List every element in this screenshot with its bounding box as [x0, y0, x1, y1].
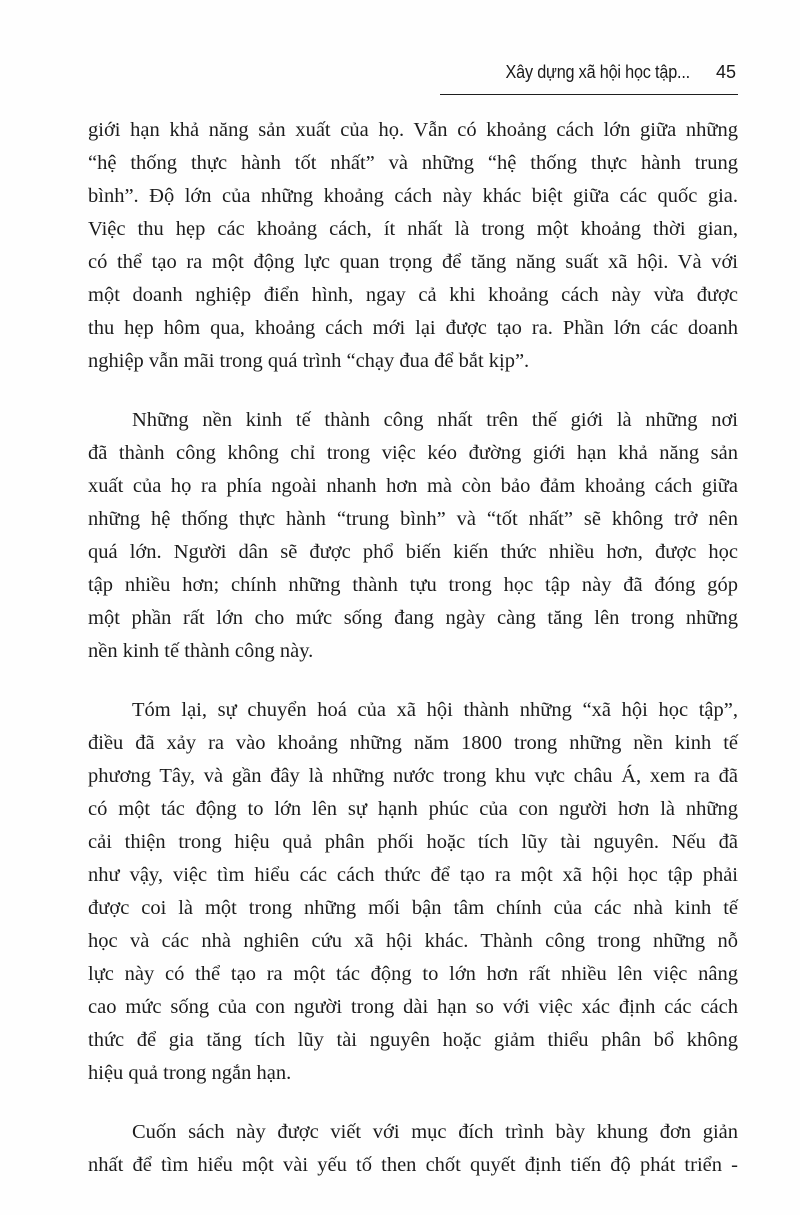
text-line: một phần rất lớn cho mức sống đang ngày càng tăng lên trong những: [88, 607, 738, 629]
paragraph: [88, 114, 738, 378]
text-line: hiệu quả trong ngắn hạn.: [88, 1062, 292, 1084]
text-line: bình”. Độ lớn của những khoảng cách này khác biệt giữa các quốc gia.: [88, 185, 738, 207]
paragraph: [88, 694, 738, 1090]
text-line: điều đã xảy ra vào khoảng những năm 1800 trong những nền kinh tế: [88, 732, 738, 754]
text-line: được coi là một trong những mối bận tâm chính của các nhà kinh tế: [88, 897, 738, 919]
text-line: một doanh nghiệp điển hình, ngay cả khi khoảng cách này vừa được: [88, 284, 738, 306]
body-text: [88, 114, 738, 1208]
text-line: lực này có thể tạo ra một tác động to lớn hơn rất nhiều lên việc nâng: [88, 963, 738, 985]
text-line: cao mức sống của con người trong dài hạn so với việc xác định các cách: [88, 996, 738, 1018]
text-line: thức để gia tăng tích lũy tài nguyên hoặc giảm thiểu phân bổ không: [88, 1029, 738, 1051]
text-line: nghiệp vẫn mãi trong quá trình “chạy đua để bắt kịp”.: [88, 350, 530, 372]
text-line: Cuốn sách này được viết với mục đích trình bày khung đơn giản: [132, 1121, 738, 1143]
text-line: “hệ thống thực hành tốt nhất” và những “hệ thống thực hành trung: [88, 152, 738, 174]
text-line: thu hẹp hôm qua, khoảng cách mới lại được tạo ra. Phần lớn các doanh: [88, 317, 738, 339]
paragraph: [88, 404, 738, 668]
text-line: xuất của họ ra phía ngoài nhanh hơn mà còn bảo đảm khoảng cách giữa: [88, 475, 738, 497]
text-line: học và các nhà nghiên cứu xã hội khác. Thành công trong những nỗ: [88, 930, 738, 952]
text-line: nền kinh tế thành công này.: [88, 640, 314, 662]
text-line: có thể tạo ra một động lực quan trọng để tăng năng suất xã hội. Và với: [88, 251, 738, 273]
page-number: 45: [715, 62, 736, 82]
paragraph: [88, 1116, 738, 1182]
text-line: quá lớn. Người dân sẽ được phổ biến kiến thức nhiều hơn, được học: [88, 541, 738, 563]
text-line: Những nền kinh tế thành công nhất trên thế giới là những nơi: [132, 409, 738, 431]
text-line: như vậy, việc tìm hiểu các cách thức để tạo ra một xã hội học tập phải: [88, 864, 738, 886]
text-line: có một tác động to lớn lên sự hạnh phúc của con người hơn là những: [88, 798, 738, 820]
text-line: tập nhiều hơn; chính những thành tựu trong học tập này đã đóng góp: [88, 574, 738, 596]
text-line: phương Tây, và gần đây là những nước trong khu vực châu Á, xem ra đã: [88, 765, 738, 787]
running-header: [440, 62, 738, 95]
text-line: giới hạn khả năng sản xuất của họ. Vẫn có khoảng cách lớn giữa những: [88, 119, 738, 141]
text-line: cải thiện trong hiệu quả phân phối hoặc tích lũy tài nguyên. Nếu đã: [88, 831, 738, 853]
running-title: Xây dựng xã hội học tập...: [505, 62, 690, 82]
text-line: Tóm lại, sự chuyển hoá của xã hội thành những “xã hội học tập”,: [132, 699, 738, 721]
text-line: đã thành công không chỉ trong việc kéo đường giới hạn khả năng sản: [88, 442, 738, 464]
text-line: nhất để tìm hiểu một vài yếu tố then chốt quyết định tiến độ phát triển -: [88, 1154, 738, 1176]
text-line: những hệ thống thực hành “trung bình” và “tốt nhất” sẽ không trở nên: [88, 508, 738, 530]
text-line: Việc thu hẹp các khoảng cách, ít nhất là trong một khoảng thời gian,: [88, 218, 738, 240]
